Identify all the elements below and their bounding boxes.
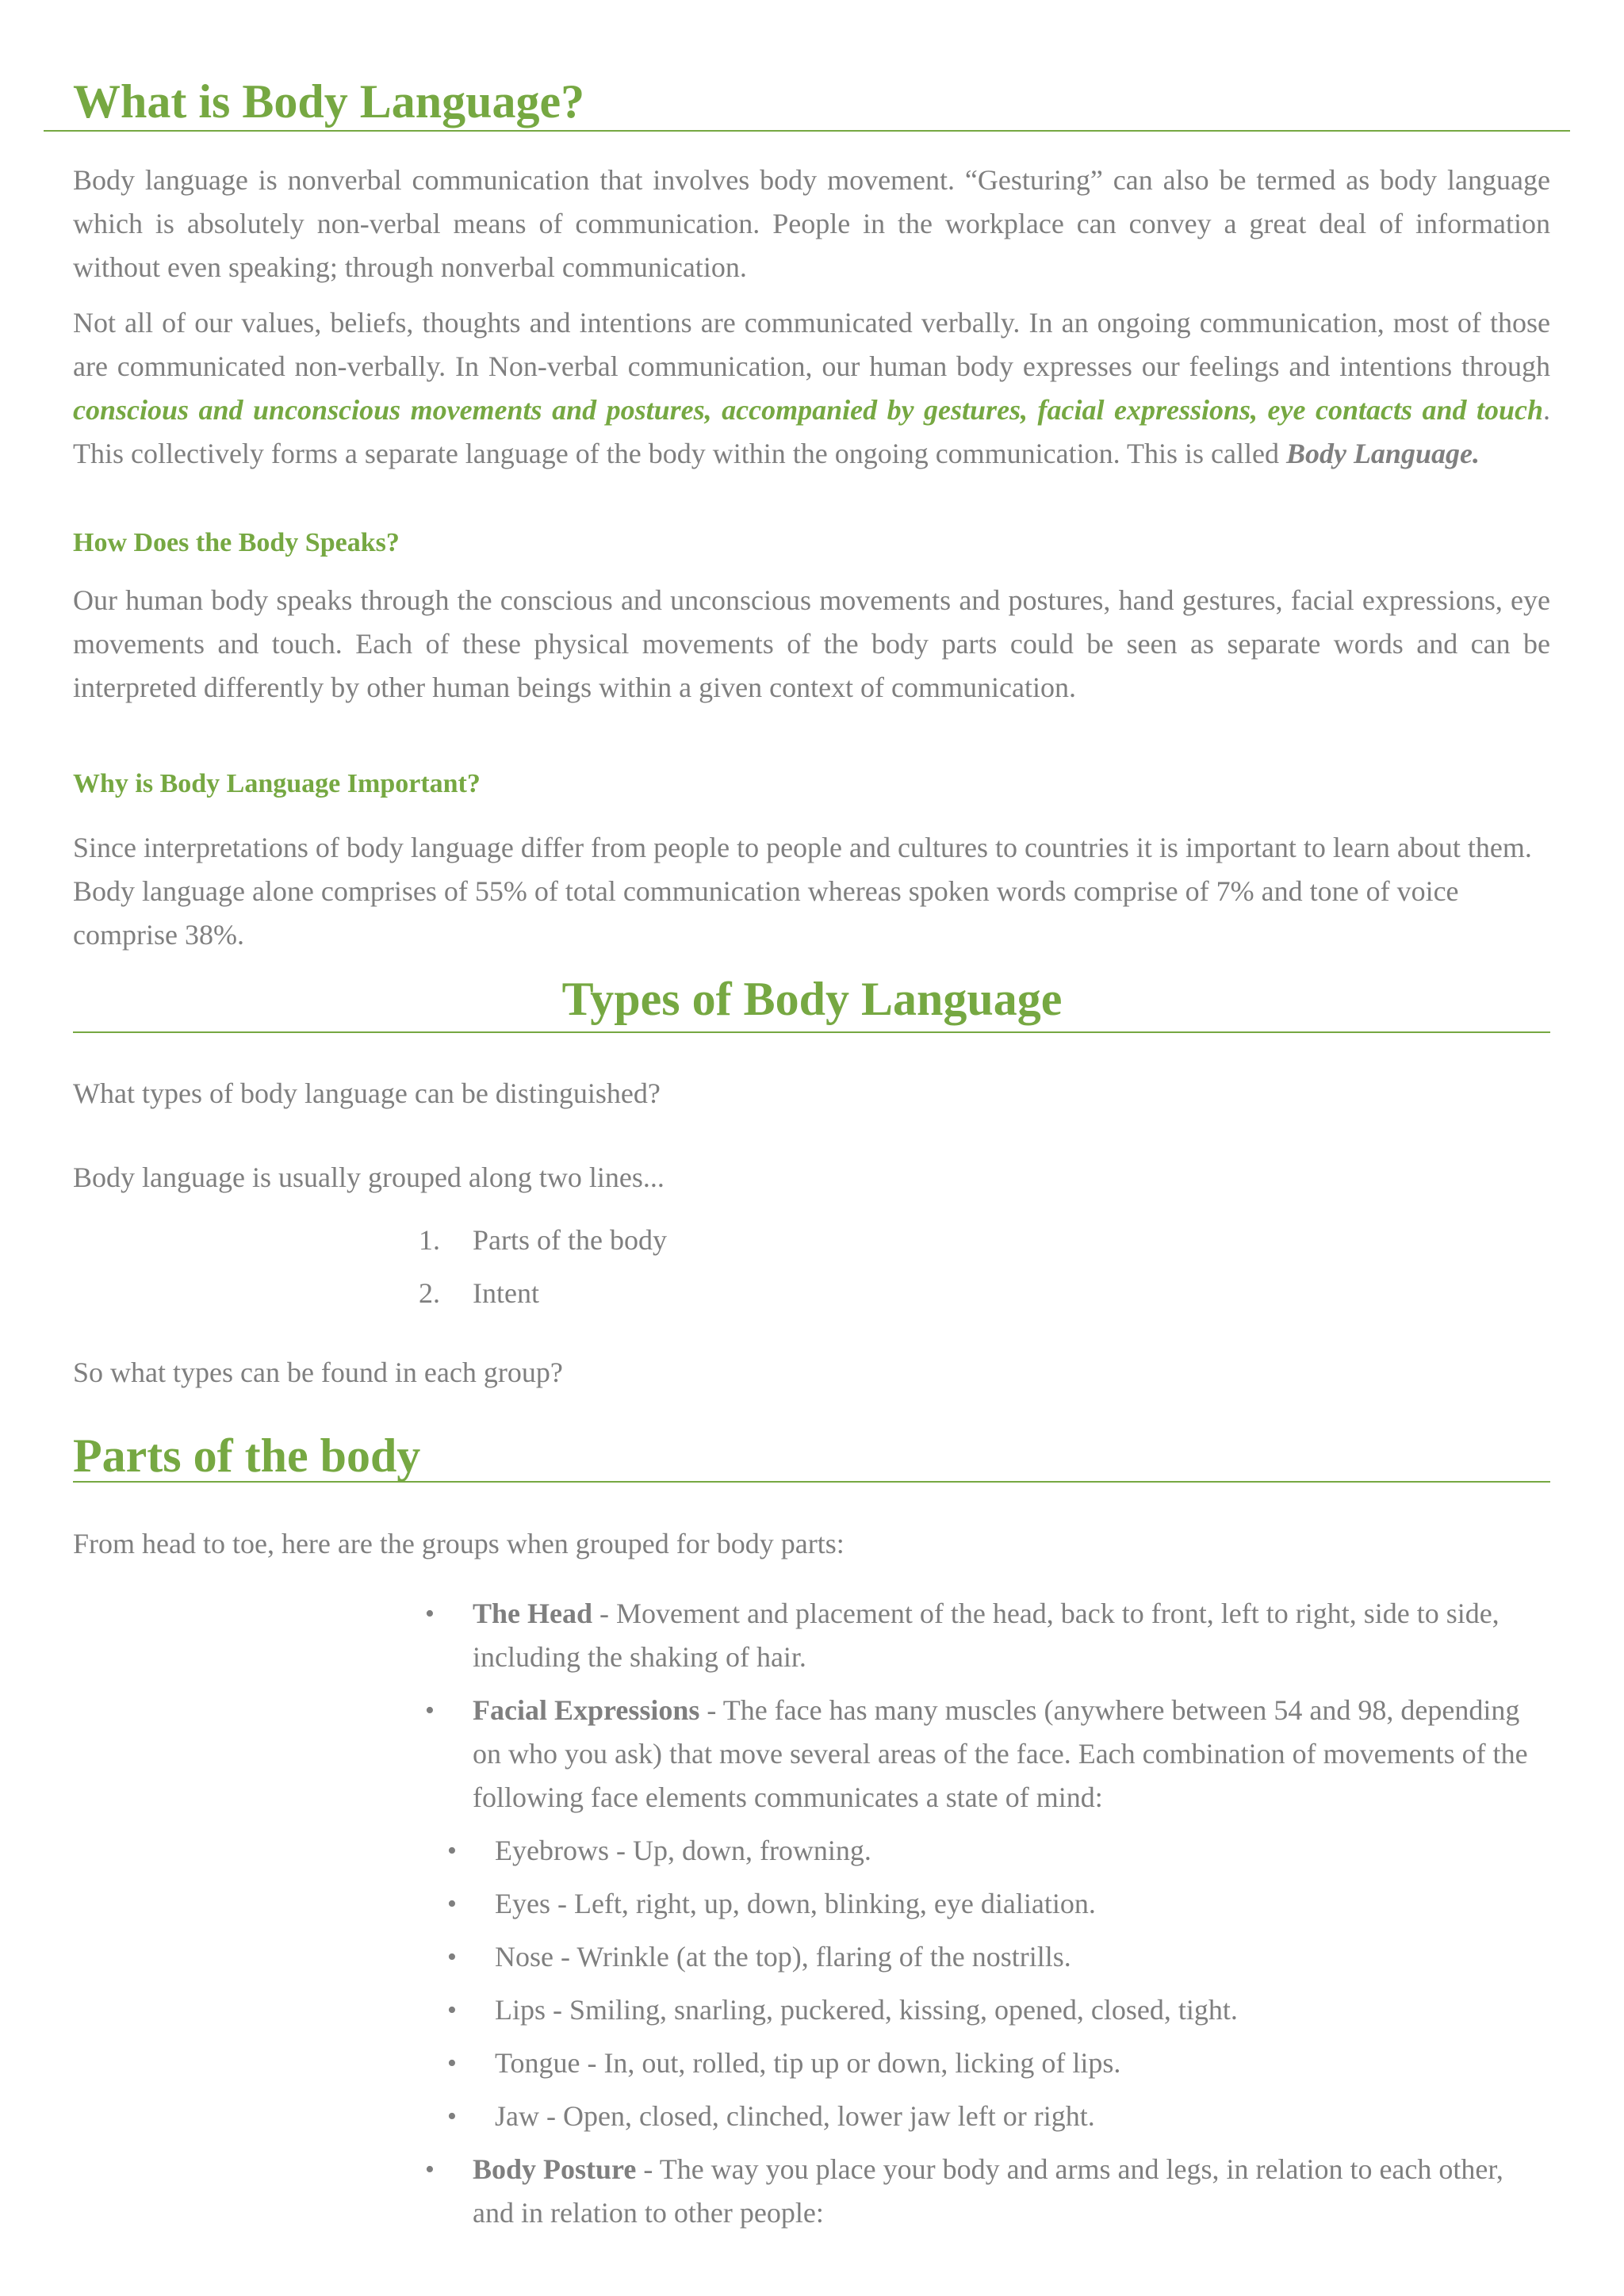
bullet-icon: •: [447, 1996, 457, 2025]
definition-text-a: Not all of our values, beliefs, thoughts and intentions are communicated verbally. In an ongoing communication, most of those are communicated non-verbally. In Non-verbal communication, our human body expresses our feelings and intentions through: [73, 307, 1550, 382]
sub-list-item: [419, 1988, 1545, 2032]
list-item: [419, 1272, 667, 1325]
intro-paragraph: Body language is nonverbal communication that involves body movement. “Gesturing” can also be termed as body language which is absolutely non-verbal means of communication. People in the workplace can convey a great deal of information without even speaking; through nonverbal communication.: [73, 164, 1550, 283]
definition-emphasis: conscious and unconscious movements and postures, accompanied by gestures, facial expressions, eye contacts and touch: [73, 394, 1543, 426]
definition-term: Body Language.: [1285, 438, 1480, 469]
list-text: Intent: [473, 1277, 539, 1309]
item-text: - The way you place your body and arms and legs, in relation to each other, and in relation to other people:: [473, 2153, 1503, 2229]
item-label: Facial Expressions: [473, 1694, 700, 1726]
sub-item-text: Lips - Smiling, snarling, puckered, kissing, opened, closed, tight.: [495, 1994, 1238, 2026]
why-important-paragraph: Since interpretations of body language differ from people to people and cultures to countries it is important to learn about them. Body language alone comprises of 55% of total communication whereas spoken words comprise of 7% and tone of voice comprise 38%.: [73, 832, 1532, 951]
body-parts-list: [419, 1592, 1545, 2244]
sub-list-item: [419, 1935, 1545, 1979]
list-item: [419, 2148, 1545, 2235]
item-text: - The face has many muscles (anywhere between 54 and 98, depending on who you ask) that move several areas of the face. Each combination of movements of the following face elements communicates a state of mind:: [473, 1694, 1528, 1813]
list-item: [419, 1592, 1545, 1679]
grouping-list: [419, 1219, 667, 1325]
heading-parts-of-the-body: Parts of the body: [73, 1429, 421, 1482]
list-text: Parts of the body: [473, 1224, 667, 1256]
subheading-how-body-speaks: How Does the Body Speaks?: [73, 528, 400, 557]
parts-intro: From head to toe, here are the groups when grouped for body parts:: [73, 1528, 845, 1559]
types-question: What types of body language can be distinguished?: [73, 1077, 661, 1109]
bullet-icon: •: [447, 1942, 457, 1972]
bullet-icon: •: [447, 2102, 457, 2131]
heading-rule: [73, 1031, 1550, 1033]
sub-list-item: [419, 1882, 1545, 1926]
item-label: Body Posture: [473, 2153, 637, 2185]
bullet-icon: •: [425, 1696, 435, 1725]
sub-item-text: Nose - Wrinkle (at the top), flaring of the nostrills.: [495, 1941, 1071, 1973]
bullet-icon: •: [447, 2049, 457, 2078]
sub-item-text: Eyebrows - Up, down, frowning.: [495, 1835, 871, 1866]
bullet-icon: •: [425, 1599, 435, 1628]
heading-rule: [73, 1481, 1550, 1483]
list-item: [419, 1689, 1545, 1820]
bullet-icon: •: [447, 1889, 457, 1919]
definition-paragraph: [73, 301, 1550, 476]
heading-rule: [44, 130, 1570, 132]
subheading-why-important: Why is Body Language Important?: [73, 769, 481, 798]
sub-item-text: Eyes - Left, right, up, down, blinking, eye dialiation.: [495, 1888, 1096, 1919]
types-outro: So what types can be found in each group?: [73, 1357, 563, 1388]
heading-what-is-body-language: What is Body Language?: [73, 75, 585, 128]
sub-item-text: Tongue - In, out, rolled, tip up or down, licking of lips.: [495, 2047, 1121, 2079]
sub-list-item: [419, 2095, 1545, 2138]
bullet-icon: •: [425, 2155, 435, 2184]
item-text: - Movement and placement of the head, back to front, left to right, side to side, including the shaking of hair.: [473, 1598, 1500, 1673]
list-item: [419, 1219, 667, 1272]
sub-list-item: [419, 2042, 1545, 2085]
sub-list-item: [419, 1829, 1545, 1873]
sub-item-text: Jaw - Open, closed, clinched, lower jaw left or right.: [495, 2100, 1095, 2132]
how-body-speaks-paragraph: Our human body speaks through the conscious and unconscious movements and postures, hand gestures, facial expressions, eye movements and touch. Each of these physical movements of the body parts could be seen as separate words and can be interpreted differently by other human beings within a given context of communication.: [73, 584, 1550, 703]
list-number: 2.: [419, 1277, 440, 1309]
item-label: The Head: [473, 1598, 593, 1629]
definition-text-b: . This collectively forms a separate language of the body within the ongoing communication. This is called: [73, 394, 1550, 469]
types-intro: Body language is usually grouped along two lines...: [73, 1161, 665, 1193]
bullet-icon: •: [447, 1836, 457, 1866]
list-number: 1.: [419, 1224, 440, 1256]
heading-types-of-body-language: Types of Body Language: [561, 973, 1063, 1025]
